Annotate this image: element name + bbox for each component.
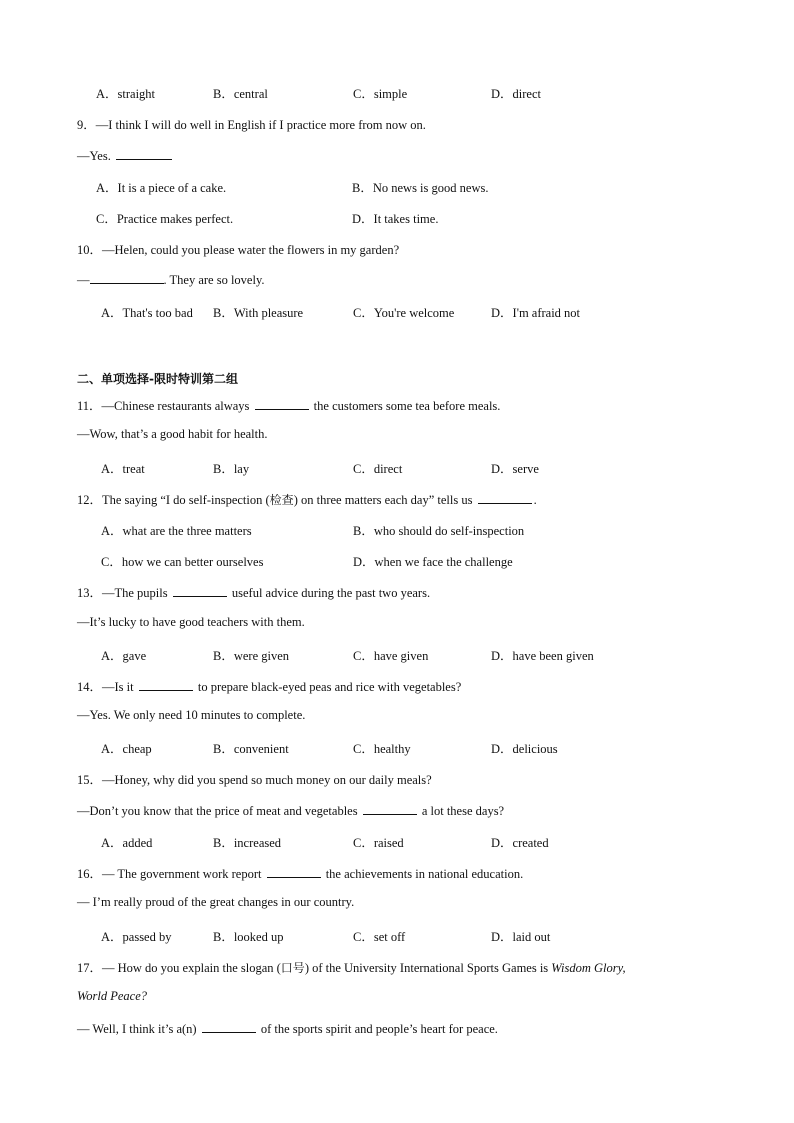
q9-answer-blank[interactable] xyxy=(116,147,172,160)
q10-option-d: D．I'm afraid not xyxy=(491,306,581,320)
section-title: 二、单项选择-限时特训第二组 xyxy=(77,372,238,386)
q11-option-b: B．lay xyxy=(213,462,250,476)
q13-stem-start: 13．—The pupils xyxy=(77,586,168,600)
q11-stem xyxy=(77,396,500,414)
q17-reply-start: — Well, I think it’s a(n) xyxy=(77,1022,197,1036)
q15-option-b: B．increased xyxy=(213,836,282,850)
q12-stem-start: 12．The saying “I do self-inspection ( xyxy=(77,493,270,507)
q16-stem xyxy=(77,864,523,882)
q11-stem-end: the customers some tea before meals. xyxy=(313,399,501,413)
q13-option-b: B．were given xyxy=(213,649,290,663)
q17-stem-middle: ) of the University International Sports Games is xyxy=(304,961,549,975)
q14-option-b: B．convenient xyxy=(213,742,289,756)
q8-option-d: D．direct xyxy=(491,87,541,101)
q16-stem-end: the achievements in national education. xyxy=(325,867,524,881)
q14-option-a: A．cheap xyxy=(101,742,152,756)
q14-stem xyxy=(77,677,461,695)
q13-reply: —It’s lucky to have good teachers with them. xyxy=(77,615,305,629)
q15-reply xyxy=(77,802,504,819)
q15-stem: 15．—Honey, why did you spend so much money on our daily meals? xyxy=(77,773,432,787)
q16-stem-start: 16．— The government work report xyxy=(77,867,262,881)
q9-stem: 9．—I think I will do well in English if I practice more from now on. xyxy=(77,118,426,132)
q9-reply xyxy=(77,147,174,164)
q14-stem-end: to prepare black-eyed peas and rice with vegetables? xyxy=(197,680,462,694)
q17-slogan-part-1: Wisdom Glory, xyxy=(551,961,626,975)
q17-reply-end: of the sports spirit and people’s heart for peace. xyxy=(260,1022,498,1036)
q14-stem-start: 14．—Is it xyxy=(77,680,134,694)
q15-reply-end: a lot these days? xyxy=(421,804,505,818)
q12-option-d: D．when we face the challenge xyxy=(353,555,513,569)
q17-stem-start: 17．— How do you explain the slogan ( xyxy=(77,961,281,975)
q13-stem-end: useful advice during the past two years. xyxy=(231,586,431,600)
q11-reply: —Wow, that’s a good habit for health. xyxy=(77,427,268,441)
q16-option-d: D．laid out xyxy=(491,930,551,944)
q16-option-c: C．set off xyxy=(353,930,406,944)
q8-option-c: C．simple xyxy=(353,87,408,101)
q10-option-c: C．You're welcome xyxy=(353,306,455,320)
q9-option-d: D．It takes time. xyxy=(352,212,439,226)
q15-option-c: C．raised xyxy=(353,836,404,850)
q14-answer-blank[interactable] xyxy=(139,678,193,691)
q17-reply xyxy=(77,1020,498,1037)
q15-answer-blank[interactable] xyxy=(363,802,417,815)
q16-option-b: B．looked up xyxy=(213,930,284,944)
q10-option-b: B．With pleasure xyxy=(213,306,304,320)
q13-option-c: C．have given xyxy=(353,649,429,663)
q13-option-d: D．have been given xyxy=(491,649,594,663)
q14-option-c: C．healthy xyxy=(353,742,411,756)
q12-option-a: A．what are the three matters xyxy=(101,524,252,538)
q17-stem-cjk: 口号 xyxy=(280,961,305,975)
q13-answer-blank[interactable] xyxy=(173,584,227,597)
q12-stem-middle: ) on three matters each day” tells us xyxy=(293,493,473,507)
q10-option-a: A．That's too bad xyxy=(101,306,193,320)
q8-option-a: A．straight xyxy=(96,87,156,101)
q12-answer-blank[interactable] xyxy=(478,491,532,504)
q17-answer-blank[interactable] xyxy=(202,1020,256,1033)
q11-option-c: C．direct xyxy=(353,462,403,476)
q11-answer-blank[interactable] xyxy=(255,397,309,410)
q12-option-c: C．how we can better ourselves xyxy=(101,555,264,569)
q12-stem xyxy=(77,490,537,508)
q8-option-b: B．central xyxy=(213,87,268,101)
q12-stem-end: . xyxy=(533,493,537,507)
q15-option-d: D．created xyxy=(491,836,549,850)
q10-reply-prefix: — xyxy=(77,273,90,287)
q10-reply-suffix: . They are so lovely. xyxy=(163,273,265,287)
q9-option-b: B．No news is good news. xyxy=(352,181,489,195)
q10-reply xyxy=(77,271,265,288)
q15-reply-start: —Don’t you know that the price of meat and vegetables xyxy=(77,804,358,818)
q15-option-a: A．added xyxy=(101,836,153,850)
q9-reply-text: —Yes. xyxy=(77,149,111,163)
q10-stem: 10．—Helen, could you please water the flowers in my garden? xyxy=(77,243,400,257)
q12-option-b: B．who should do self-inspection xyxy=(353,524,525,538)
q12-stem-cjk: 检查 xyxy=(269,493,294,507)
q11-option-a: A．treat xyxy=(101,462,145,476)
q14-reply: —Yes. We only need 10 minutes to complete. xyxy=(77,708,306,722)
q13-option-a: A．gave xyxy=(101,649,147,663)
q13-stem xyxy=(77,583,430,601)
q10-answer-blank[interactable] xyxy=(90,271,164,284)
q17-stem xyxy=(77,958,626,976)
q11-option-d: D．serve xyxy=(491,462,539,476)
q16-reply: — I’m really proud of the great changes in our country. xyxy=(77,895,355,909)
q9-option-c: C．Practice makes perfect. xyxy=(96,212,234,226)
q9-option-a: A．It is a piece of a cake. xyxy=(96,181,227,195)
q17-slogan-part-2: World Peace? xyxy=(77,989,148,1003)
q16-option-a: A．passed by xyxy=(101,930,172,944)
q11-stem-start: 11．—Chinese restaurants always xyxy=(77,399,250,413)
q16-answer-blank[interactable] xyxy=(267,865,321,878)
q14-option-d: D．delicious xyxy=(491,742,558,756)
